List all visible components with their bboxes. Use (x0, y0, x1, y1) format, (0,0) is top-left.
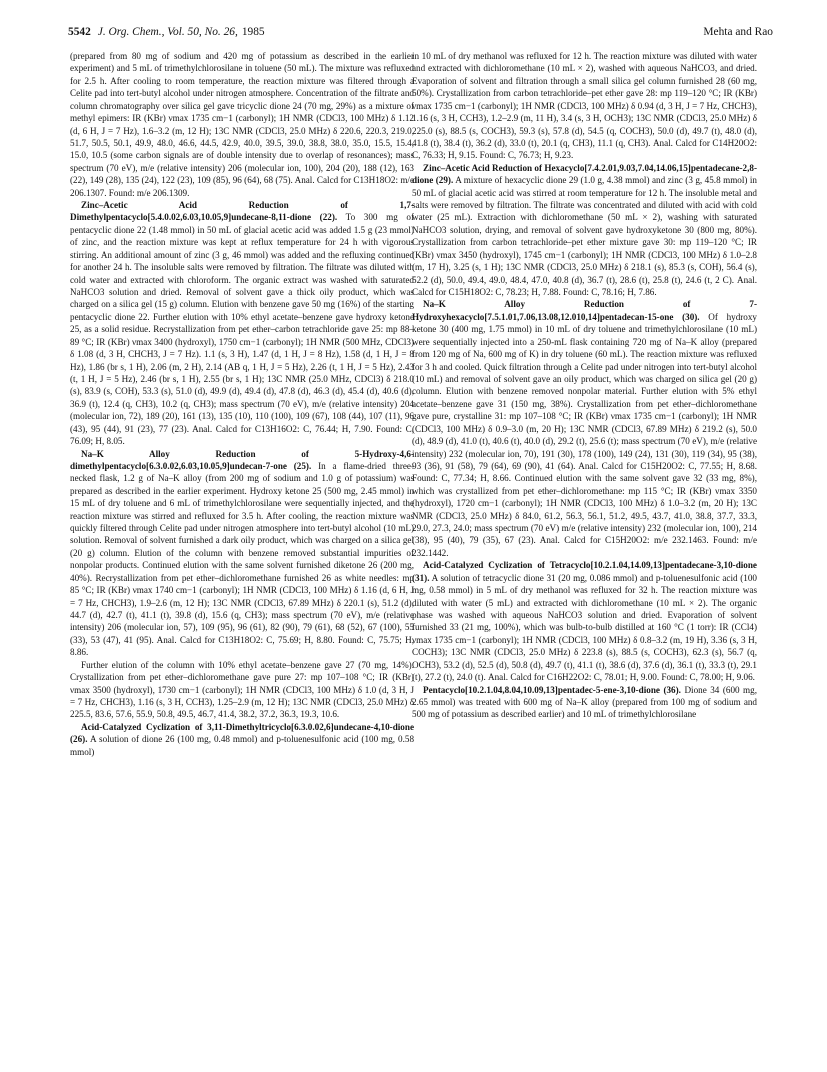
right-column (412, 50, 757, 1060)
paragraph-text: Further elution of the column with 10% ethyl acetate–benzene gave 27 (70 mg, 14%). Crystallization from pet ether–dichloromethane gave pure 27: mp 107–108 °C; IR (KBr) νmax 3500 (hydroxyl), 1730 cm−1 (carbonyl); 1H NMR (CDCl3, 100 MHz) δ 1.0 (d, 3 H, J = 7 Hz, CHCH3), 1.16 (s, 3 H, CCH3), 1.25–2.9 (m, 12 H); 13C NMR (CDCl3, 25.0 MHz) δ 225.5, 83.6, 57.6, 55.9, 50.8, 49.5, 46.7, 41.4, 38.2, 37.2, 36.3, 19.3, 10.6. (70, 659, 414, 720)
paragraph (412, 559, 757, 683)
paragraph-text: A mixture of hexacyclic dione 29 (1.0 g, 4.38 mmol) and zinc (3 g, 45.8 mmol) in 50 mL of glacial acetic acid was stirred at room temperature for 12 h. The insoluble metal and salts were removed by filtration. The filtrate was concentrated and diluted with acid with cold water (25 mL). Extraction with dichloromethane (50 mL × 2), washing with saturated NaHCO3 solution, drying, and removal of solvent gave hydroxyketone 30 (800 mg, 80%). Crystallization from carbon tetrachloride–pet ether mixture gave 30: mp 119–120 °C; IR (KBr) νmax 3450 (hydroxyl), 1745 cm−1 (carbonyl); 1H NMR (CDCl3, 100 MHz) δ 1.0–2.8 (m, 17 H), 3.25 (s, 1 H); 13C NMR (CDCl3, 25.0 MHz) δ 218.1 (s), 85.3 (s, COH), 56.4 (s), 52.2 (d), 50.0, 49.4, 49.0, 48.4, 47.0, 40.8 (d), 36.7 (t), 28.6 (t), 25.8 (t), 24.6 (t, 2 C). Anal. Calcd for C15H18O2: C, 78.23; H, 7.88. Found: C, 78.16; H, 7.86. (412, 175, 757, 298)
section-heading: Acid-Catalyzed Cyclization of Tetracyclo[10.2.1.04,14.09,13]pentadecane-3,10-dione (31). (412, 560, 757, 583)
paragraph (70, 448, 414, 659)
paragraph (412, 50, 757, 162)
authors: Mehta and Rao (703, 26, 773, 38)
paragraph (70, 50, 414, 199)
paragraph-text: Of hydroxy ketone 30 (400 mg, 1.75 mmol) in 10 mL of dry toluene and trimethylchlorosilane (10 mL) were sequentially injected into a 250-mL flask containing 720 mg of Na–K alloy (prepared from 120 mg of Na, 600 mg of K) in dry toluene (60 mL). The reaction mixture was refluxed for 3 h and cooled. Quick filtration through a Celite pad under nitrogen into tert-butyl alcohol (10 mL) and removal of solvent gave an oily product, which was charged on silica gel (20 g) column. Elution with benzene removed nonpolar material. Further elution with 5% ethyl acetate–benzene gave 31 (150 mg, 38%). Crystallization from pet ether–dichloromethane gave pure, crystalline 31: mp 107–108 °C; IR (KBr) νmax 1735 cm−1 (carbonyl); 1H NMR (CDCl3, 100 MHz) δ 0.9–3.0 (m, 20 H); 13C NMR (CDCl3, 67.89 MHz) δ 219.2 (s), 50.0 (d), 48.9 (d), 41.0 (t), 40.6 (t), 40.0 (d), 29.2 (t), 25.6 (t); mass spectrum (70 eV), m/e (relative intensity) 232 (molecular ion, 70), 191 (30), 178 (100), 149 (24), 131 (30), 119 (34), 95 (38), 93 (36), 91 (58), 79 (64), 69 (90), 41 (64). Anal. Calcd for C15H20O2: C, 77.55; H, 8.68. Found: C, 77.34; H, 8.66. Continued elution with the same solvent gave 32 (33 mg, 8%), which was crystallized from pet ether–dichloromethane: mp 115 °C; IR (KBr) νmax 3350 (hydroxyl), 1720 cm−1 (carbonyl); 1H NMR (CDCl3, 100 MHz) δ 1.0–3.2 (m, 20 H); 13C NMR (CDCl3, 25.0 MHz) δ 84.0, 61.2, 56.3, 56.1, 51.2, 49.5, 43.7, 41.0, 38.8, 37.7, 33.3, 29.0, 27.3, 24.0; mass spectrum (70 eV) m/e (relative intensity) 232 (molecular ion, 100), 214 (38), 95 (40), 79 (35), 67 (23). Anal. Calcd for C15H20O2: m/e 232.1463. Found: m/e 232.1442. (412, 311, 757, 558)
journal-year: 1985 (241, 26, 265, 38)
section-heading: Na–K Alloy Reduction of 5-Hydroxy-4,6-dimethylpentacyclo[6.3.0.02,6.03,10.05,9]undecan-7-one (25). (70, 448, 414, 471)
section-heading: Acid-Catalyzed Cyclization of 3,11-Dimethyltricyclo[6.3.0.02,6]undecane-4,10-dione (26). (70, 721, 414, 745)
running-header (68, 26, 773, 44)
left-column (70, 50, 414, 1060)
paragraph (412, 298, 757, 559)
section-heading: Zinc–Acetic Acid Reduction of Hexacyclo[7.4.2.01,9.03,7.04,14.06,15]pentadecane-2,8-dione (29). (412, 162, 757, 186)
paragraph (70, 659, 414, 721)
section-heading: Zinc–Acetic Acid Reduction of 1,7-Dimethylpentacyclo[5.4.0.02,6.03,10.05,9]undecane-8,11-dione (22). (70, 200, 414, 223)
paragraph (70, 199, 414, 447)
paragraph-text: A solution of dione 26 (100 mg, 0.48 mmol) and p-toluenesulfonic acid (100 mg, 0.58 mmol) (70, 734, 414, 757)
paragraph (412, 162, 757, 299)
paragraph-text: A solution of tetracyclic dione 31 (20 mg, 0.086 mmol) and p-toluenesulfonic acid (100 mg, 0.58 mmol) in 5 mL of dry methanol was refluxed for 32 h. The reaction mixture was diluted with water (5 mL) and extracted with dichloromethane (10 mL × 2). The organic phase was washed with aqueous NaHCO3 solution and dried. Evaporation of solvent furnished 33 (21 mg, 100%), which was bulb-to-bulb distilled at 160 °C (1 torr): IR (CCl4) νmax 1735 cm−1 (carbonyl); 1H NMR (CDCl3, 100 MHz) δ 0.8–3.2 (m, 19 H), 3.36 (s, 3 H, COCH3); 13C NMR (CDCl3, 25.0 MHz) δ 223.8 (s), 88.5 (s, COCH3), 62.3 (s), 56.7 (q, OCH3), 53.2 (d), 52.5 (d), 50.8 (d), 49.7 (t), 41.1 (t), 38.6 (d), 37.6 (d), 36.1 (t), 33.3 (t), 29.1 (t), 27.2 (t), 24.0 (t). Anal. Calcd for C16H22O2: C, 78.01; H, 9.00. Found: C, 78.00; H, 9.06. (412, 572, 757, 683)
section-heading: Pentacyclo[10.2.1.04,8.04,10.09,13]pentadec-5-ene-3,10-dione (36). (423, 684, 681, 695)
paragraph (70, 721, 414, 758)
paragraph (412, 684, 757, 721)
paragraph-text: In a flame-dried three-necked flask, 1.2 g of Na–K alloy (from 200 mg of sodium and 1.0 g of potassium) was prepared as described in the earlier experiment. Hydroxy ketone 25 (500 mg, 2.45 mmol) in 15 mL of dry toluene and 6 mL of trimethylchlorosilane were sequentially injected, and the reaction mixture was stirred and refluxed for 3.5 h. After cooling, the reaction mixture was quickly filtered through Celite pad under nitrogen atmosphere into tert-butyl alcohol (10 mL) solution. Removal of solvent furnished a dark oily product, which was charged on a silica gel (20 g) column. Elution of the column with benzene removed substantial impurities of nonpolar products. Continued elution with the same solvent furnished diketone 26 (200 mg, 40%). Recrystallization from pet ether–dichloromethane furnished 26 as white needles: mp 85 °C; IR (KBr) νmax 1740 cm−1 (carbonyl); 1H NMR (CDCl3, 100 MHz) δ 1.16 (d, 6 H, J = 7 Hz, CHCH3), 1.9–2.6 (m, 12 H); 13C NMR (CDCl3, 67.89 MHz) δ 220.1 (s), 51.2 (d), 44.7 (d), 42.7 (t), 41.1 (t), 39.8 (d), 15.6 (q, CH3); mass spectrum (70 eV), m/e (relative intensity) 206 (molecular ion, 57), 109 (95), 96 (61), 82 (90), 79 (61), 68 (52), 67 (100), 55 (33), 53 (47), 41 (95). Anal. Calcd for C13H18O2: C, 75.69; H, 8.80. Found: C, 75.75; H, 8.86. (70, 460, 414, 658)
page-number: 5542 (68, 26, 91, 38)
paragraph-text: (prepared from 80 mg of sodium and 420 mg of potassium as described in the earlier experiment) and 5 mL of trimethylchlorosilane in toluene (50 mL). The mixture was refluxed for 2.5 h. After cooling to room temperature, the reaction mixture was filtered through a Celite pad into tert-butyl alcohol under nitrogen atmosphere. Concentration of the filtrate and column chromatography over silica gel gave tricyclic dione 24 (70 mg, 29%) as a mixture of methyl epimers: IR (KBr) νmax 1735 cm−1 (carbonyl); 1H NMR (CDCl3, 100 MHz) δ 1.12 (d, 6 H, J = 7 Hz), 1.6–3.2 (m, 12 H); 13C NMR (CDCl3, 25.0 MHz) δ 220.6, 220.3, 219.0, 51.7, 50.5, 50.1, 49.9, 48.0, 46.6, 44.5, 42.9, 40.0, 39.5, 39.0, 38.8, 38.0, 35.0, 15.5, 15.4, 15.0, 10.5 (some carbon signals are of double intensity due to overlap of resonances); mass spectrum (70 eV), m/e (relative intensity) 206 (molecular ion, 100), 204 (20), 188 (12), 163 (22), 149 (28), 135 (24), 122 (23), 109 (85), 96 (64), 68 (75). Anal. Calcd for C13H18O2: m/e 206.1307. Found: m/e 206.1309. (70, 51, 414, 198)
paragraph-text: To 300 mg of pentacyclic dione 22 (1.48 mmol) in 50 mL of glacial acetic acid was added 1.5 g (23 mmol) of zinc, and the reaction mixture was kept at reflux temperature for 24 h with vigorous stirring. An additional amount of zinc (3 g, 46 mmol) was added and the refluxing continued for another 24 h. The insoluble salts were removed by filtration. The filtrate was diluted with cold water and extracted with chloroform. The organic extract was washed with saturated NaHCO3 solution and dried. Removal of solvent gave a thick oily product, which was charged on a silica gel (15 g) column. Elution with benzene gave 50 mg (16%) of the starting pentacyclic dione 22. Further elution with 10% ethyl acetate–benzene gave hydroxy ketone 25, as a solid residue. Recrystallization from pet ether–carbon tetrachloride gave 25: mp 88–89 °C; IR (KBr) νmax 3400 (hydroxyl), 1750 cm−1 (carbonyl); 1H NMR (500 MHz, CDCl3) δ 1.08 (d, 3 H, CHCH3, J = 7 Hz). 1.1 (s, 3 H), 1.47 (d, 1 H, J = 8 Hz), 1.58 (d, 1 H, J = 8 Hz), 1.86 (br s, 1 H), 2.06 (m, 2 H), 2.14 (AB q, 1 H, J = 5 Hz), 2.26 (t, 1 H, J = 5 Hz), 2.43 (t, 1 H, J = 5 Hz), 2.46 (br s, 1 H), 2.55 (br s, 1 H); 13C NMR (25.0 MHz, CDCl3) δ 218.0 (s), 83.9 (s, COH), 53.3 (s), 51.0 (d), 49.9 (d), 49.4 (d), 47.8 (d), 46.3 (d), 45.4 (d), 40.6 (d), 36.9 (t), 12.4 (q, CH3), 10.2 (q, CH3); mass spectrum (70 eV), m/e (relative intensity) 204 (molecular ion, 72), 189 (20), 161 (13), 135 (10), 110 (100), 109 (67), 108 (44), 107 (11), 96 (43), 95 (44), 91 (23), 77 (23). Anal. Calcd for C13H16O2: C, 76.44; H, 7.90. Found: C, 76.09; H, 8.05. (70, 212, 414, 447)
section-heading: Na–K Alloy Reduction of 7-Hydroxyhexacyclo[7.5.1.01,7.06,13.08,12.010,14]pentadecan-15-one (30). (412, 299, 757, 322)
paragraph-text: Dione 34 (600 mg, 2.65 mmol) was treated with 600 mg of Na–K alloy (prepared from 100 mg of sodium and 500 mg of potassium as described earlier) and 10 mL of trimethylchlorosilane (412, 684, 757, 720)
journal-citation: J. Org. Chem., Vol. 50, No. 26, (97, 26, 238, 38)
paragraph-text: in 10 mL of dry methanol was refluxed for 12 h. The reaction mixture was diluted with water and extracted with dichloromethane (10 mL × 2), washed with aqueous NaHCO3, and dried. Evaporation of solvent and filtration through a small silica gel column furnished 28 (60 mg, 50%). Crystallization from carbon tetrachloride–pet ether gave 28: mp 119–120 °C; IR (KBr) νmax 1735 cm−1 (carbonyl); 1H NMR (CDCl3, 100 MHz) δ 0.94 (d, 3 H, J = 7 Hz, CHCH3), 1.16 (s, 3 H, CCH3), 1.2–2.9 (m, 11 H), 3.4 (s, 3 H, OCH3); 13C NMR (CDCl3, 25.0 MHz) δ 225.0 (s), 88.5 (s, COCH3), 59.3 (s), 57.8 (d), 54.5 (q, COCH3), 50.0 (d), 49.7 (t), 48.0 (d), 41.8 (t), 38.4 (t), 36.2 (d), 33.0 (t), 20.1 (q, CH3), 11.1 (q, CH3). Anal. Calcd for C14H20O2: C, 76.33; H, 9.15. Found: C, 76.73; H, 9.23. (412, 51, 757, 161)
